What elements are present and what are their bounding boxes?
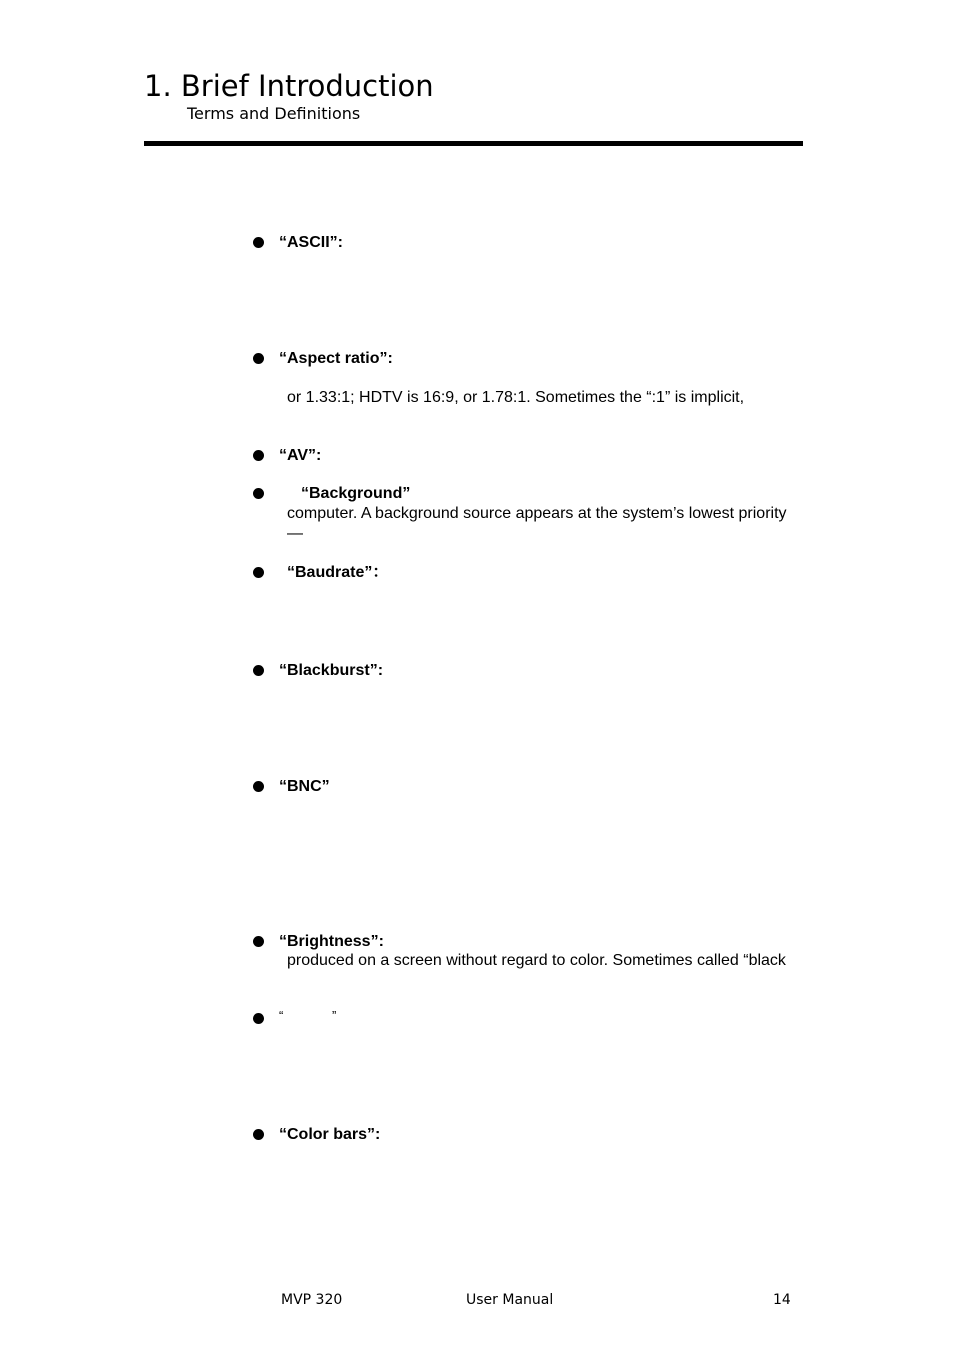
close-quote: ”: [332, 1008, 337, 1023]
open-quote: “: [279, 1008, 284, 1023]
bullet-ascii: [253, 237, 264, 248]
term-bnc: “BNC”: [279, 778, 330, 795]
footer-doc-title: User Manual: [466, 1292, 554, 1308]
bullet-brightness: [253, 936, 264, 947]
bullet-blank-term: [253, 1013, 264, 1024]
term-background: “Background”: [301, 485, 411, 502]
page-subtitle: Terms and Definitions: [187, 104, 361, 123]
bullet-aspect-ratio: [253, 353, 264, 364]
text-background: computer. A background source appears at the system’s lowest priority: [287, 505, 787, 522]
bullet-background: [253, 488, 264, 499]
bullet-blackburst: [253, 665, 264, 676]
term-baudrate: “Baudrate”：: [287, 564, 389, 581]
term-blackburst: “Blackburst”:: [279, 662, 384, 679]
term-color-bars: “Color bars”:: [279, 1126, 381, 1143]
text-background-dash: —: [287, 525, 303, 542]
header-rule: [144, 141, 803, 146]
bullet-av: [253, 450, 264, 461]
bullet-color-bars: [253, 1129, 264, 1140]
bullet-bnc: [253, 781, 264, 792]
bullet-baudrate: [253, 567, 264, 578]
text-brightness: produced on a screen without regard to color. Sometimes called “black: [287, 952, 786, 969]
page-title: 1. Brief Introduction: [144, 69, 434, 103]
term-aspect-ratio: “Aspect ratio”:: [279, 350, 393, 367]
term-brightness: “Brightness”:: [279, 933, 384, 950]
term-ascii: “ASCII”:: [279, 234, 343, 251]
text-aspect-ratio: or 1.33:1; HDTV is 16:9, or 1.78:1. Sometimes the “:1” is implicit,: [287, 389, 745, 406]
term-av: “AV”:: [279, 447, 322, 464]
footer-model: MVP 320: [281, 1292, 343, 1308]
footer-page-number: 14: [773, 1292, 791, 1308]
